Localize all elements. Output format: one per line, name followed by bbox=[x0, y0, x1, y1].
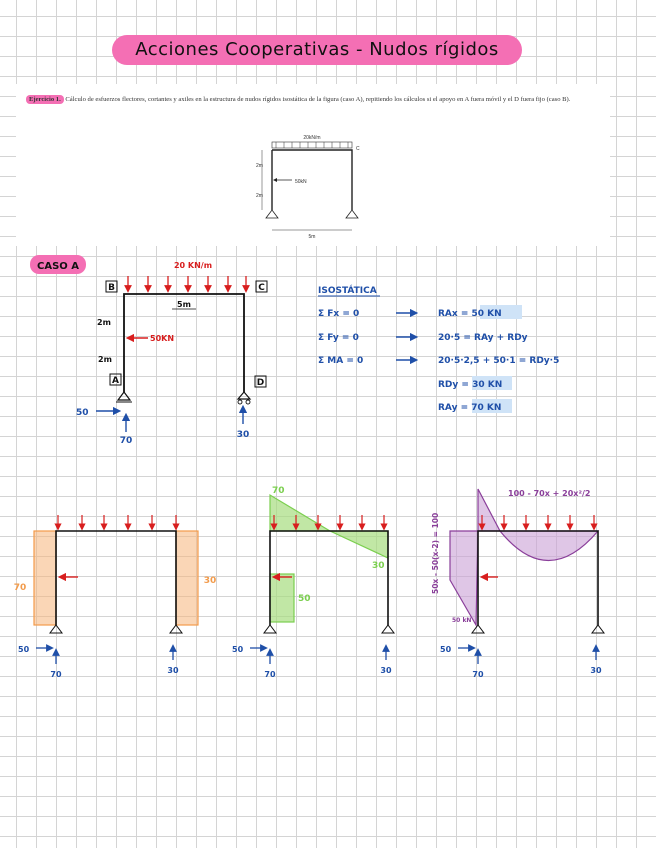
eq3-lhs: Σ MA = 0 bbox=[318, 356, 364, 366]
axial-frame bbox=[56, 531, 176, 625]
shear-right-value: 30 bbox=[372, 561, 385, 571]
shear-negative-fill bbox=[330, 531, 388, 558]
caso-a-point-load-label: 50KN bbox=[150, 334, 175, 343]
moment-support-d bbox=[592, 625, 604, 633]
exercise-text: Cálculo de esfuerzos flectores, cortantes y axiles en la estructura de nudos rígidos isostática de la figura (caso A), repitiendo los cálculos si el apoyo en A fuera móvil y el D fuera fijo (caso B). bbox=[63, 96, 571, 103]
exercise-figure bbox=[256, 135, 360, 240]
eq1-lhs: Σ Fx = 0 bbox=[318, 309, 360, 319]
axial-rax: 50 bbox=[18, 645, 30, 654]
isostatica-heading: ISOSTÁTICA bbox=[318, 286, 377, 296]
shear-left-value: 50 bbox=[298, 594, 311, 604]
node-a: A bbox=[112, 376, 119, 386]
result-ray: RAy = 70 KN bbox=[438, 403, 502, 413]
support-d-roller bbox=[238, 400, 242, 404]
result-rdy: RDy = 30 KN bbox=[438, 380, 503, 390]
caso-a-distributed-load bbox=[128, 276, 246, 289]
shear-diagram bbox=[232, 486, 394, 679]
caso-a-frame bbox=[30, 255, 267, 446]
moment-column-fill bbox=[450, 531, 478, 625]
shear-rax: 50 bbox=[232, 645, 244, 654]
caso-a-load-label: 20 KN/m bbox=[173, 261, 213, 270]
ray-value: 70 bbox=[119, 436, 133, 446]
rdy-value: 30 bbox=[236, 430, 250, 440]
exercise-label: Ejercicio 1. bbox=[26, 95, 64, 104]
eq2-rhs: 20·5 = RAy + RDy bbox=[438, 333, 528, 343]
shear-positive-fill bbox=[270, 495, 330, 531]
axial-support-a bbox=[50, 625, 62, 633]
eq3-rhs: 20·5·2,5 + 50·1 = RDy·5 bbox=[438, 356, 560, 366]
support-a-icon bbox=[118, 392, 130, 400]
rax-value: 50 bbox=[76, 408, 89, 418]
eq1-rhs: RAx = 50 KN bbox=[438, 309, 502, 319]
moment-support-a bbox=[472, 625, 484, 633]
axial-left-value: 70 bbox=[13, 583, 27, 593]
figure-span-label: 5m bbox=[308, 234, 316, 240]
node-d: D bbox=[256, 378, 265, 388]
eq2-lhs: Σ Fy = 0 bbox=[318, 333, 359, 343]
shear-column-fill bbox=[270, 574, 294, 622]
page-title: Acciones Cooperativas - Nudos rígidos bbox=[135, 39, 499, 60]
moment-parabola-fill bbox=[500, 531, 598, 561]
figure-support-a bbox=[266, 210, 278, 218]
node-c: C bbox=[258, 283, 265, 293]
shear-top-value: 70 bbox=[272, 486, 285, 496]
support-d-icon bbox=[238, 392, 250, 399]
node-b: B bbox=[108, 283, 115, 293]
shear-support-d bbox=[382, 625, 394, 633]
caso-a-tag: CASO A bbox=[36, 261, 80, 272]
axial-support-d bbox=[170, 625, 182, 633]
moment-rax: 50 bbox=[440, 645, 452, 654]
moment-vertical-label: 50x - 50(x-2) = 100 bbox=[431, 512, 440, 594]
moment-rdy: 30 bbox=[590, 666, 602, 675]
axial-right-fill bbox=[176, 531, 198, 625]
caso-a-span-label: 5m bbox=[177, 300, 191, 309]
figure-load-label: 20kN/m bbox=[303, 135, 321, 141]
shear-rdy: 30 bbox=[380, 666, 392, 675]
axial-right-value: 30 bbox=[203, 576, 217, 586]
figure-h1-label: 2m bbox=[256, 163, 263, 169]
moment-formula: 100 - 70x + 20x²/2 bbox=[508, 489, 591, 498]
shear-ray: 70 bbox=[264, 670, 276, 679]
axial-left-fill bbox=[34, 531, 56, 625]
moment-ray: 70 bbox=[472, 670, 484, 679]
figure-support-d bbox=[346, 210, 358, 218]
caso-a-h1-label: 2m bbox=[97, 318, 111, 327]
isostatica-block bbox=[318, 284, 559, 413]
support-d-roller-2 bbox=[246, 400, 250, 404]
shear-support-a bbox=[264, 625, 276, 633]
axial-diagram bbox=[14, 515, 217, 679]
figure-h2-label: 2m bbox=[256, 193, 263, 199]
moment-diagram bbox=[431, 489, 604, 679]
figure-point-load-label: 50kN bbox=[295, 179, 307, 185]
figure-node-c: C bbox=[356, 146, 360, 152]
moment-corner-fill bbox=[478, 489, 500, 531]
caso-a-h2-label: 2m bbox=[98, 355, 112, 364]
axial-rdy: 30 bbox=[167, 666, 179, 675]
moment-bottom-label: 50 kN bbox=[452, 617, 472, 624]
axial-ray: 70 bbox=[50, 670, 62, 679]
